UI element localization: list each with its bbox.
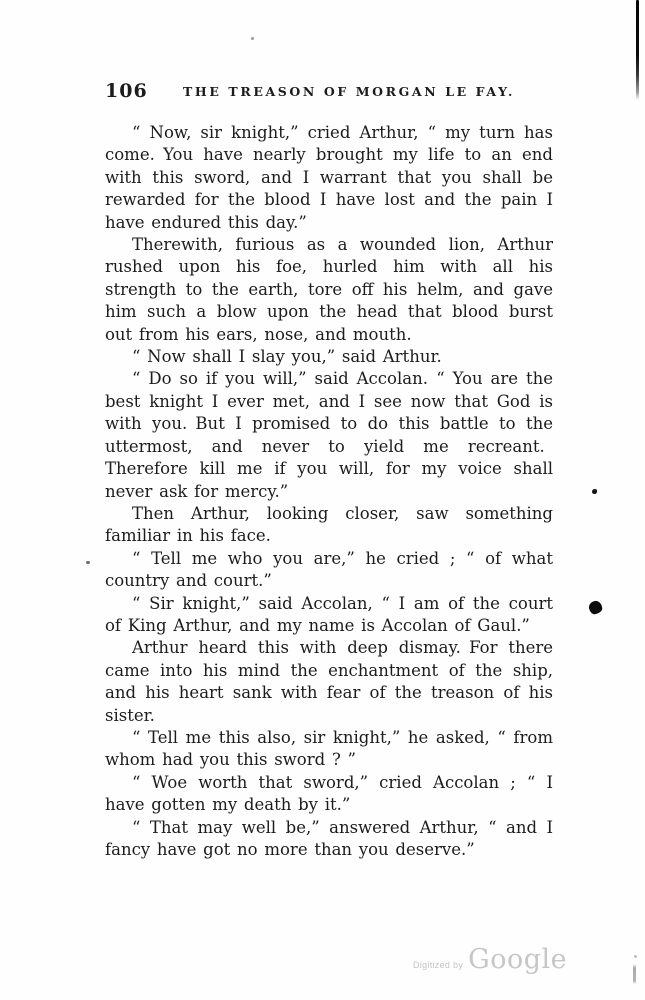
- scan-speck-top: [251, 37, 254, 40]
- scan-dot-bottom-right: [634, 955, 637, 958]
- watermark-prefix-text: Digitized by: [413, 960, 464, 970]
- paragraph: “ Do so if you will,” said Accolan. “ You are the best knight I ever met, and I see now that God is with you. But I promised to do this battle to the uttermost, and never to yield me recreant. Therefore kill me if you will, for my voice shall never ask for mercy.”: [105, 369, 553, 501]
- google-logo: Google: [468, 944, 568, 975]
- paragraph: “ Tell me this also, sir knight,” he asked, “ from whom had you this sword ? ”: [105, 727, 553, 770]
- ink-blob-right-margin: [588, 600, 603, 615]
- paragraph: “ Now, sir knight,” cried Arthur, “ my turn has come. You have nearly brought my life to an end with this sword, and I warrant that you shall be rewarded for the blood I have lost and the pain I have endured this day.”: [105, 123, 553, 232]
- body-text-block: [105, 122, 553, 861]
- paragraph: Therewith, furious as a wounded lion, Arthur rushed upon his foe, hurled him with all his strength to the earth, tore off his helm, and gave him such a blow upon the head that blood burst out from his ears, nose, and mouth.: [105, 235, 553, 344]
- paragraph: “ Sir knight,” said Accolan, “ I am of the court of King Arthur, and my name is Accolan of Gaul.”: [105, 593, 553, 635]
- running-title: THE TREASON OF MORGAN LE FAY.: [183, 84, 515, 99]
- paragraph: “ That may well be,” answered Arthur, “ and I fancy have got no more than you deserve.”: [105, 817, 553, 859]
- page-header: [105, 80, 553, 102]
- ink-dot-right-margin: [592, 489, 597, 494]
- paragraph: Arthur heard this with deep dismay. For there came into his mind the enchantment of the ship, and his heart sank with fear of the treason of his sister.: [105, 638, 553, 725]
- page-number: 106: [105, 80, 148, 102]
- scan-speck-left-margin: [86, 561, 90, 564]
- digitized-by-google-watermark: [413, 944, 568, 975]
- paragraph: “ Now shall I slay you,” said Arthur.: [132, 347, 442, 367]
- scan-mark-bottom-right: [633, 964, 636, 984]
- scan-artifact-top-right-line: [636, 0, 639, 100]
- paragraph: “ Tell me who you are,” he cried ; “ of what country and court.”: [105, 548, 553, 591]
- paragraph: “ Woe worth that sword,” cried Accolan ; “ I have gotten my death by it.”: [105, 772, 553, 815]
- paragraph: Then Arthur, looking closer, saw something familiar in his face.: [105, 503, 553, 546]
